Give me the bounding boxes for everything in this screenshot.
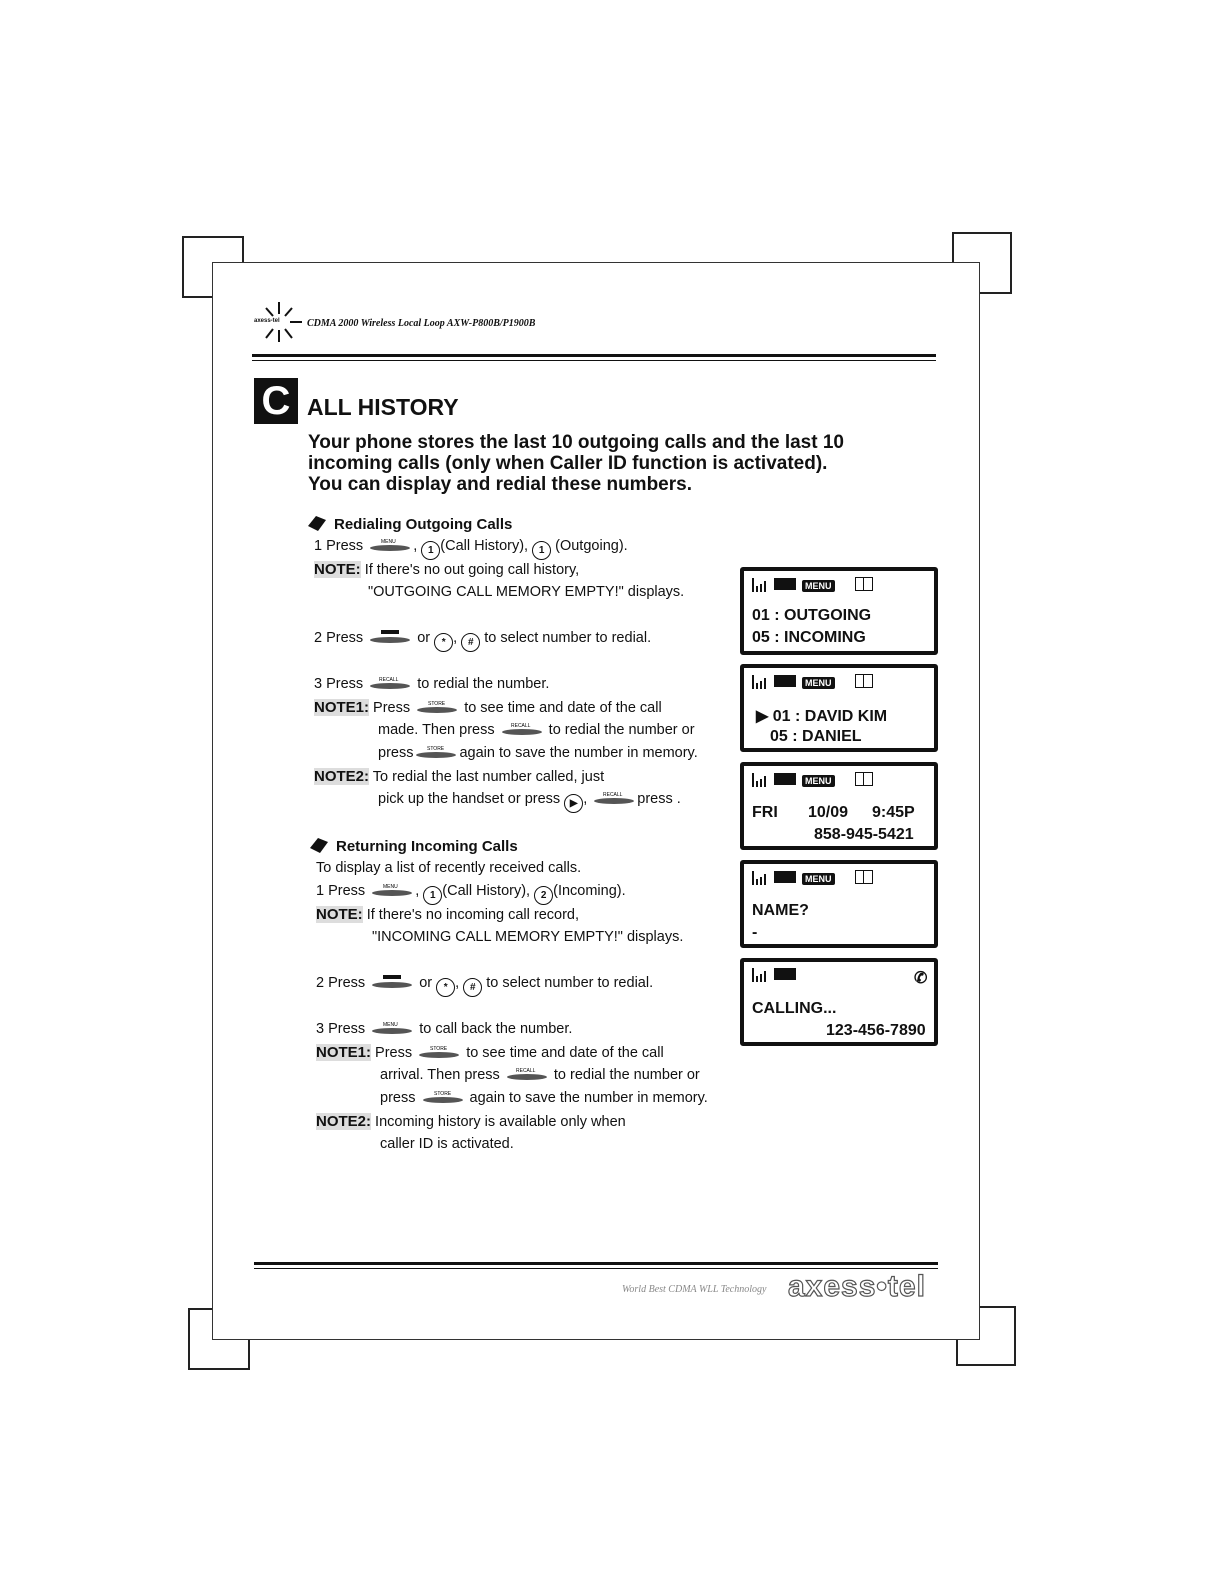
battery-icon	[774, 968, 796, 980]
lcd-line-2: 05 : INCOMING	[752, 629, 866, 646]
lcd-screen-name	[740, 860, 938, 948]
product-name: CDMA 2000 Wireless Local Loop AXW-P800B/P1900B	[307, 318, 536, 329]
section-intro	[308, 432, 908, 495]
signal-icon	[752, 871, 770, 885]
outgoing-step-3: 3 Press RECALL to redial the number.	[314, 676, 550, 692]
outgoing-note1-line-2: made. Then press RECALL to redial the number or	[378, 722, 695, 738]
incoming-heading	[308, 836, 518, 855]
nav-key-icon	[367, 630, 413, 644]
incoming-note1-line-3: press STORE again to save the number in memory.	[380, 1090, 708, 1106]
status-icons	[752, 968, 796, 983]
outgoing-step-1: 1 Press MENU , 1 (Call History), 1 (Outgoing).	[314, 538, 628, 560]
incoming-note1: NOTE1: Press STORE to see time and date of the call	[316, 1044, 664, 1061]
incoming-note1-line-2: arrival. Then press RECALL to redial the number or	[380, 1067, 700, 1083]
phonebook-icon	[855, 772, 873, 786]
hash-key-icon: #	[461, 633, 480, 652]
lcd-number: 858-945-5421	[814, 826, 914, 843]
recall-label: RECALL	[379, 677, 399, 683]
incoming-step-1: 1 Press MENU , 1 (Call History), 2 (Incoming).	[316, 883, 626, 905]
signal-icon	[752, 578, 770, 592]
phone-icon	[308, 836, 330, 854]
intro-line: You can display and redial these numbers.	[308, 474, 692, 495]
star-key-icon: *	[436, 978, 455, 997]
svg-text:STORE: STORE	[433, 1091, 451, 1097]
incoming-desc: To display a list of recently received calls.	[316, 860, 582, 876]
svg-text:STORE: STORE	[428, 701, 446, 707]
battery-icon	[774, 871, 796, 883]
outgoing-note1: NOTE1: Press STORE to see time and date of the call	[314, 699, 662, 716]
recall-key-icon	[499, 722, 545, 736]
lcd-line-2: 05 : DANIEL	[770, 728, 862, 745]
lcd-date: 10/09	[808, 804, 849, 821]
incoming-step-2: 2 Press or * , # to select number to redial.	[316, 975, 653, 997]
outgoing-note: NOTE: If there's no out going call history,	[314, 561, 580, 578]
lcd-screen-outgoing-list	[740, 664, 938, 752]
svg-text:STORE: STORE	[430, 1046, 448, 1052]
outgoing-step-2: 2 Press or * , # to select number to redial.	[314, 630, 651, 652]
menu-indicator: MENU	[802, 580, 835, 592]
section-title: ALL HISTORY	[307, 394, 459, 420]
phonebook-icon	[855, 870, 873, 884]
svg-text:MENU: MENU	[383, 1022, 398, 1028]
status-icons	[752, 674, 873, 690]
lcd-screen-call-detail	[740, 762, 938, 850]
status-icons	[752, 577, 873, 593]
svg-text:STORE: STORE	[427, 746, 445, 752]
lcd-cursor: -	[752, 924, 758, 941]
key-1-icon: 1	[421, 541, 440, 560]
incoming-note2: NOTE2: Incoming history is available only when	[316, 1113, 626, 1130]
key-1-icon: 1	[532, 541, 551, 560]
lcd-line-1: NAME?	[752, 902, 809, 919]
incoming-heading-text: Returning Incoming Calls	[336, 838, 518, 855]
nav-key-icon	[369, 975, 415, 989]
menu-indicator: MENU	[802, 775, 835, 787]
menu-indicator: MENU	[802, 677, 835, 689]
lcd-line-1: CALLING...	[752, 1000, 837, 1017]
outgoing-heading	[306, 514, 512, 533]
lcd-day: FRI	[752, 804, 778, 821]
recall-key-icon	[367, 676, 413, 690]
signal-icon	[752, 773, 770, 787]
menu-key-icon	[369, 883, 415, 897]
footer-rule-thin	[254, 1268, 938, 1269]
key-2-icon: 2	[534, 886, 553, 905]
header-rule-thick	[252, 354, 936, 357]
svg-text:MENU: MENU	[383, 884, 398, 890]
lcd-screen-calling	[740, 958, 938, 1046]
store-key-icon	[416, 1045, 462, 1059]
handset-icon: ✆	[914, 970, 928, 987]
key-1-icon: 1	[423, 886, 442, 905]
svg-text:RECALL: RECALL	[510, 723, 531, 729]
recall-key-icon	[591, 791, 637, 805]
footer-rule-thick	[254, 1262, 938, 1265]
store-key-icon	[414, 700, 460, 714]
signal-icon	[752, 968, 770, 982]
incoming-note: NOTE: If there's no incoming call record,	[316, 906, 580, 923]
menu-key-icon	[369, 1021, 415, 1035]
header-rule-thin	[252, 360, 936, 361]
footer-logo: axess•tel	[788, 1270, 926, 1303]
star-key-icon: *	[434, 633, 453, 652]
status-icons	[752, 772, 873, 788]
status-icons	[752, 870, 873, 886]
lcd-time: 9:45P	[872, 804, 915, 821]
outgoing-note2: NOTE2: To redial the last number called, just	[314, 768, 605, 785]
outgoing-note2-line-2: pick up the handset or press ▶ , RECALL press .	[378, 791, 681, 813]
svg-text:RECALL: RECALL	[515, 1068, 536, 1074]
signal-icon	[752, 675, 770, 689]
lcd-number: 123-456-7890	[826, 1022, 926, 1039]
svg-text:MENU: MENU	[381, 539, 396, 545]
brand-small-text: axess-tel	[254, 318, 280, 324]
store-key-icon	[413, 745, 459, 759]
store-key-icon	[420, 1090, 466, 1104]
menu-indicator: MENU	[802, 873, 835, 885]
incoming-step-3: 3 Press MENU to call back the number.	[316, 1021, 573, 1037]
incoming-note-line-2: "INCOMING CALL MEMORY EMPTY!" displays.	[372, 929, 684, 945]
incoming-note2-line-2: caller ID is activated.	[380, 1136, 514, 1152]
intro-line: incoming calls (only when Caller ID function is activated).	[308, 453, 828, 474]
recall-key-icon	[504, 1067, 550, 1081]
lcd-screen-call-history	[740, 567, 938, 655]
phonebook-icon	[855, 674, 873, 688]
outgoing-heading-text: Redialing Outgoing Calls	[334, 516, 513, 533]
battery-icon	[774, 578, 796, 590]
intro-line: Your phone stores the last 10 outgoing calls and the last 10	[308, 432, 844, 453]
outgoing-note1-line-3: press STORE again to save the number in memory.	[378, 745, 698, 761]
phonebook-icon	[855, 577, 873, 591]
section-letter: C	[254, 378, 298, 424]
footer-tagline: World Best CDMA WLL Technology	[622, 1284, 767, 1295]
phone-icon	[306, 514, 328, 532]
lcd-line-1: 01 : OUTGOING	[752, 607, 872, 624]
lcd-line-1: ▶ 01 : DAVID KIM	[756, 708, 888, 725]
outgoing-note-line-2: "OUTGOING CALL MEMORY EMPTY!" displays.	[368, 584, 685, 600]
battery-icon	[774, 773, 796, 785]
menu-key-icon	[367, 538, 413, 552]
hash-key-icon: #	[463, 978, 482, 997]
battery-icon	[774, 675, 796, 687]
svg-text:RECALL: RECALL	[603, 792, 623, 798]
talk-key-icon: ▶	[564, 794, 583, 813]
